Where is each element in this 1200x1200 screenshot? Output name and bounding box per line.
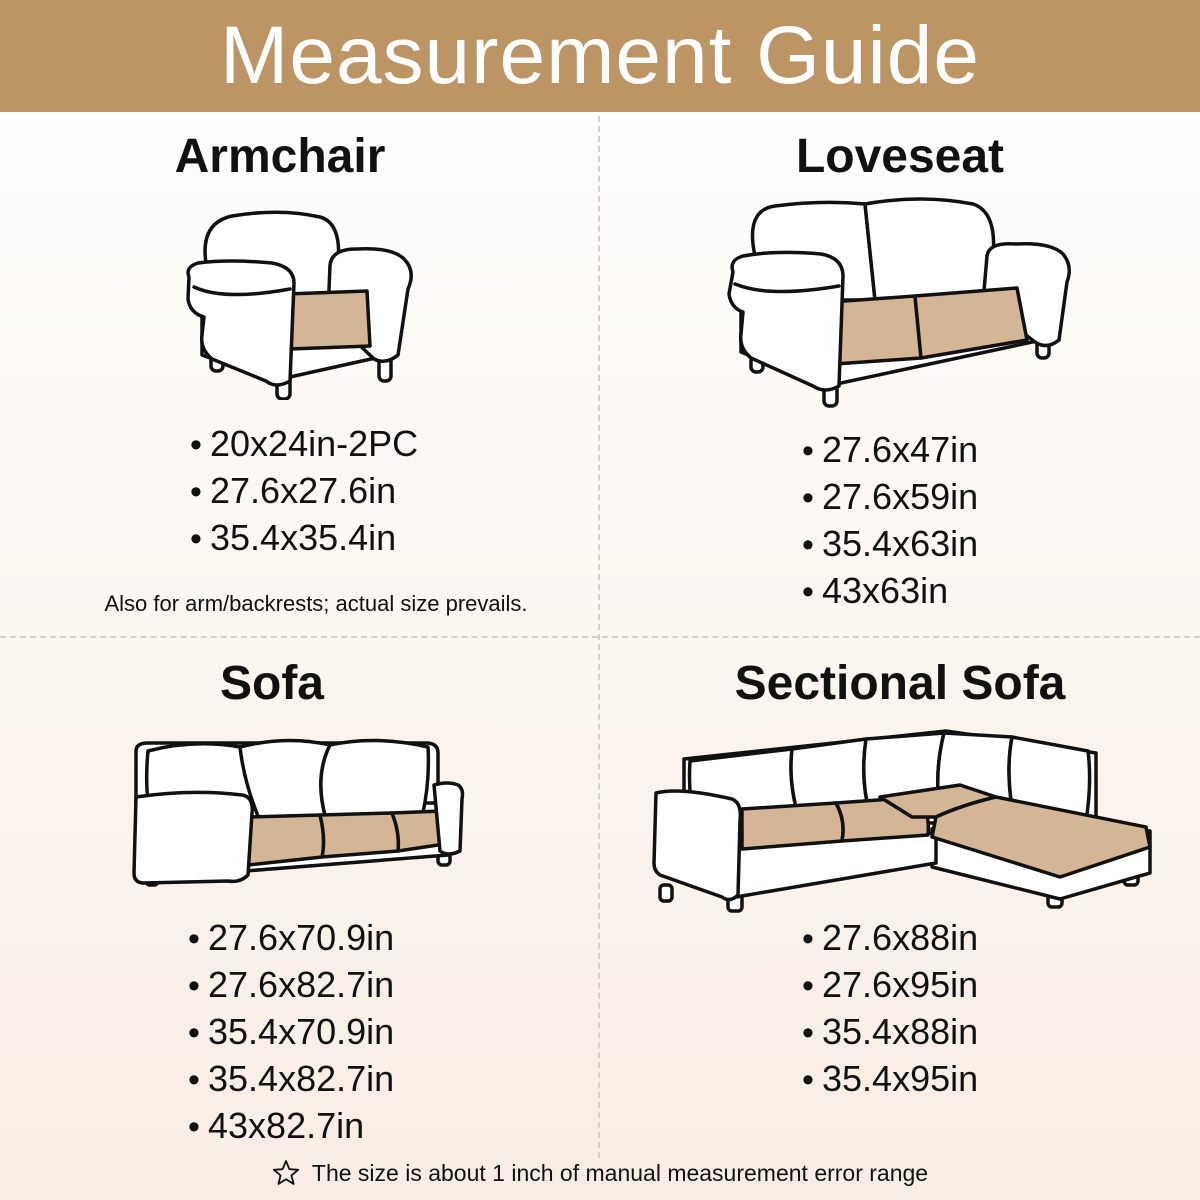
- footer-text: The size is about 1 inch of manual measurement error range: [311, 1159, 929, 1186]
- loveseat-size-list: [802, 426, 978, 614]
- list-item: • 27.6x27.6in: [190, 467, 418, 514]
- list-item: • 43x82.7in: [188, 1102, 394, 1149]
- footer-note: [0, 1156, 1200, 1190]
- list-item: • 35.4x35.4in: [190, 514, 418, 561]
- horizontal-divider: [0, 636, 1200, 638]
- loveseat-illustration: [725, 190, 1075, 410]
- list-item: • 27.6x95in: [802, 961, 978, 1008]
- list-item: • 35.4x82.7in: [188, 1055, 394, 1102]
- armchair-note: Also for arm/backrests; actual size prevails.: [104, 591, 528, 616]
- sofa-illustration: [130, 733, 470, 893]
- star-icon: [272, 1159, 300, 1187]
- armchair-illustration: [180, 205, 430, 400]
- sectional-sofa-title: Sectional Sofa: [734, 657, 1066, 710]
- sofa-title: Sofa: [219, 657, 324, 710]
- list-item: • 43x63in: [802, 567, 978, 614]
- list-item: • 35.4x95in: [802, 1055, 978, 1102]
- armchair-size-list: [190, 420, 418, 561]
- list-item: • 35.4x88in: [802, 1008, 978, 1055]
- list-item: • 27.6x88in: [802, 914, 978, 961]
- armchair-title: Armchair: [174, 130, 386, 183]
- page-title: Measurement Guide: [220, 10, 980, 101]
- loveseat-title: Loveseat: [795, 130, 1005, 183]
- list-item: • 27.6x70.9in: [188, 914, 394, 961]
- list-item: • 27.6x47in: [802, 426, 978, 473]
- sectional-sofa-illustration: [650, 725, 1155, 913]
- list-item: • 20x24in-2PC: [190, 420, 418, 467]
- sectional-size-list: [802, 914, 978, 1102]
- list-item: • 27.6x82.7in: [188, 961, 394, 1008]
- header-banner: [0, 0, 1200, 112]
- list-item: • 27.6x59in: [802, 473, 978, 520]
- list-item: • 35.4x70.9in: [188, 1008, 394, 1055]
- sofa-size-list: [188, 914, 394, 1149]
- list-item: • 35.4x63in: [802, 520, 978, 567]
